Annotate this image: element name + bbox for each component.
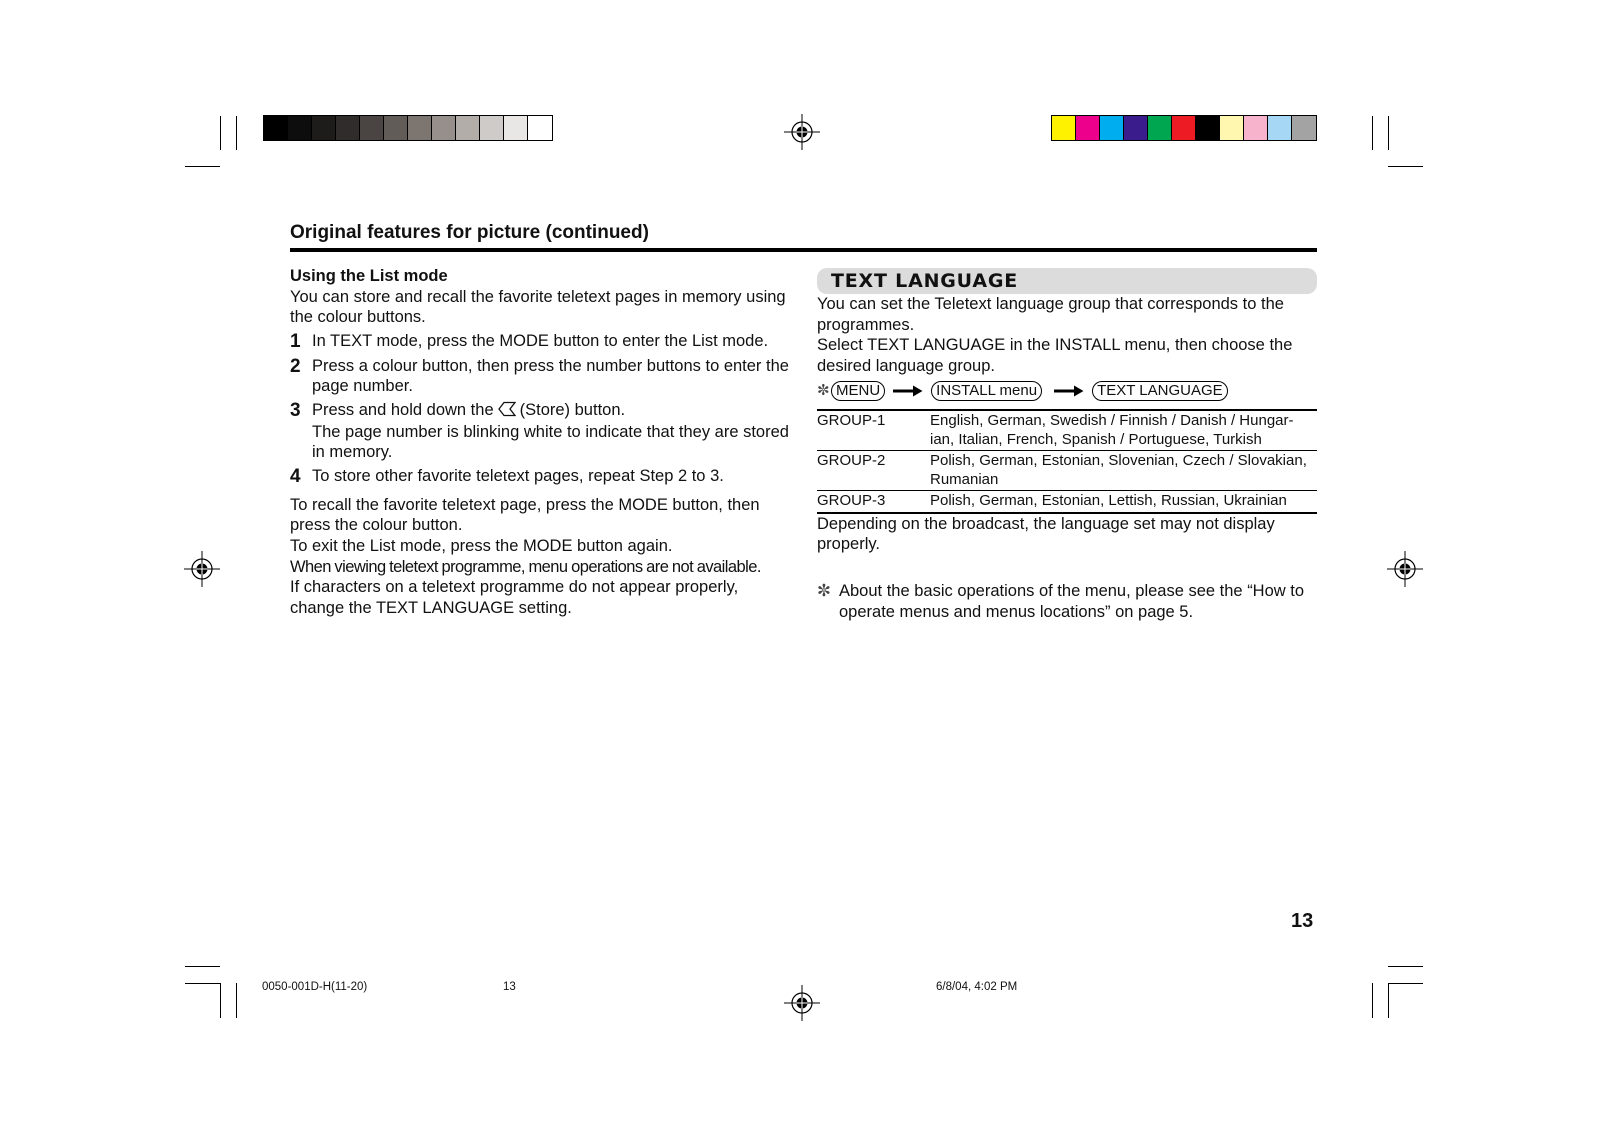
color-swatch: [1100, 116, 1124, 140]
asterisk-icon: ✼: [817, 582, 831, 601]
registration-mark-icon: [784, 985, 820, 1021]
color-swatch: [528, 116, 552, 140]
right-column: [817, 268, 1317, 622]
step-number: 2: [290, 355, 301, 377]
color-swatch: [312, 116, 336, 140]
section-title: Original features for picture (continued): [290, 222, 649, 243]
broadcast-note: Depending on the broadcast, the language set may not display properly.: [817, 514, 1275, 554]
color-swatch: [480, 116, 504, 140]
table-row: [817, 411, 1317, 451]
step-text: Press and hold down the: [312, 400, 494, 419]
asterisk-icon: ✼: [817, 382, 830, 400]
group-languages: English, German, Swedish / Finnish / Danish / Hungar-ian, Italian, French, Spanish / Portuguese, Turkish: [930, 412, 1294, 448]
table-row: [817, 491, 1317, 512]
step-3: [290, 400, 790, 463]
color-swatch: [504, 116, 528, 140]
print-footer-timestamp: 6/8/04, 4:02 PM: [936, 981, 1018, 993]
color-swatch: [384, 116, 408, 140]
left-column: [290, 266, 790, 618]
list-mode-intro: You can store and recall the favorite teletext pages in memory using the colour buttons.: [290, 287, 786, 327]
step-4: [290, 466, 790, 488]
step-text: Press a colour button, then press the number buttons to enter the page number.: [312, 356, 789, 396]
step-1: [290, 331, 790, 353]
menu-unavailable-note: When viewing teletext programme, menu operations are not available.: [290, 557, 761, 576]
color-swatch: [336, 116, 360, 140]
step-text: (Store) button.: [519, 400, 626, 419]
color-swatch: [432, 116, 456, 140]
language-group-table: [817, 409, 1317, 514]
registration-mark-icon: [184, 551, 220, 587]
step-continuation: The page number is blinking white to indicate that they are stored in memory.: [312, 422, 789, 462]
step-2: [290, 356, 790, 397]
color-swatch: [1196, 116, 1220, 140]
color-swatch: [1148, 116, 1172, 140]
install-menu-label: INSTALL menu: [931, 381, 1042, 401]
table-row: [817, 451, 1317, 491]
color-swatch: [1292, 116, 1316, 140]
color-swatch: [1052, 116, 1076, 140]
color-swatch: [456, 116, 480, 140]
step-text: In TEXT mode, press the MODE button to enter the List mode.: [312, 331, 769, 350]
footnote-text: About the basic operations of the menu, please see the “How to operate menus and menus locations” on page 5.: [839, 582, 1305, 621]
step-number: 3: [290, 399, 301, 421]
step-number: 1: [290, 330, 301, 352]
color-swatch: [1172, 116, 1196, 140]
registration-mark-icon: [1387, 551, 1423, 587]
color-swatch: [1124, 116, 1148, 140]
text-language-banner: TEXT LANGUAGE: [817, 268, 1317, 294]
print-footer-page: 13: [503, 981, 516, 993]
text-language-select: Select TEXT LANGUAGE in the INSTALL menu, then choose the desired language group.: [817, 336, 1293, 375]
registration-mark-icon: [784, 114, 820, 150]
color-swatch: [408, 116, 432, 140]
grayscale-calibration-bar: [263, 115, 553, 141]
step-text: To store other favorite teletext pages, repeat Step 2 to 3.: [312, 466, 724, 485]
text-language-label: TEXT LANGUAGE: [1092, 381, 1228, 401]
color-swatch: [264, 116, 288, 140]
text-language-intro: You can set the Teletext language group that corresponds to the programmes.: [817, 295, 1284, 334]
menu-footnote: [817, 581, 1317, 622]
menu-key-label: MENU: [831, 381, 885, 401]
menu-path: [817, 379, 1317, 403]
group-languages: Polish, German, Estonian, Lettish, Russian, Ukrainian: [930, 492, 1287, 510]
color-swatch: [360, 116, 384, 140]
arrow-right-icon: [893, 385, 923, 397]
page-number: 13: [1291, 910, 1314, 932]
color-swatch: [1220, 116, 1244, 140]
print-footer-file: 0050-001D-H(11-20): [262, 981, 368, 993]
group-name: GROUP-2: [817, 452, 886, 470]
color-swatch: [288, 116, 312, 140]
recall-instructions: To recall the favorite teletext page, press the MODE button, then press the colour button.: [290, 495, 760, 535]
group-name: GROUP-1: [817, 412, 886, 430]
color-swatch: [1244, 116, 1268, 140]
list-mode-heading: Using the List mode: [290, 267, 448, 285]
color-swatch: [1268, 116, 1292, 140]
group-name: GROUP-3: [817, 492, 886, 510]
color-swatch: [1076, 116, 1100, 140]
color-calibration-bar: [1051, 115, 1317, 141]
title-rule: [290, 248, 1317, 252]
characters-note: If characters on a teletext programme do not appear properly, change the TEXT LANGUAGE setting.: [290, 578, 739, 617]
exit-instructions: To exit the List mode, press the MODE button again.: [290, 536, 673, 555]
store-icon: [498, 401, 516, 417]
group-languages: Polish, German, Estonian, Slovenian, Czech / Slovakian, Rumanian: [930, 452, 1307, 488]
arrow-right-icon: [1054, 385, 1084, 397]
step-number: 4: [290, 465, 301, 487]
